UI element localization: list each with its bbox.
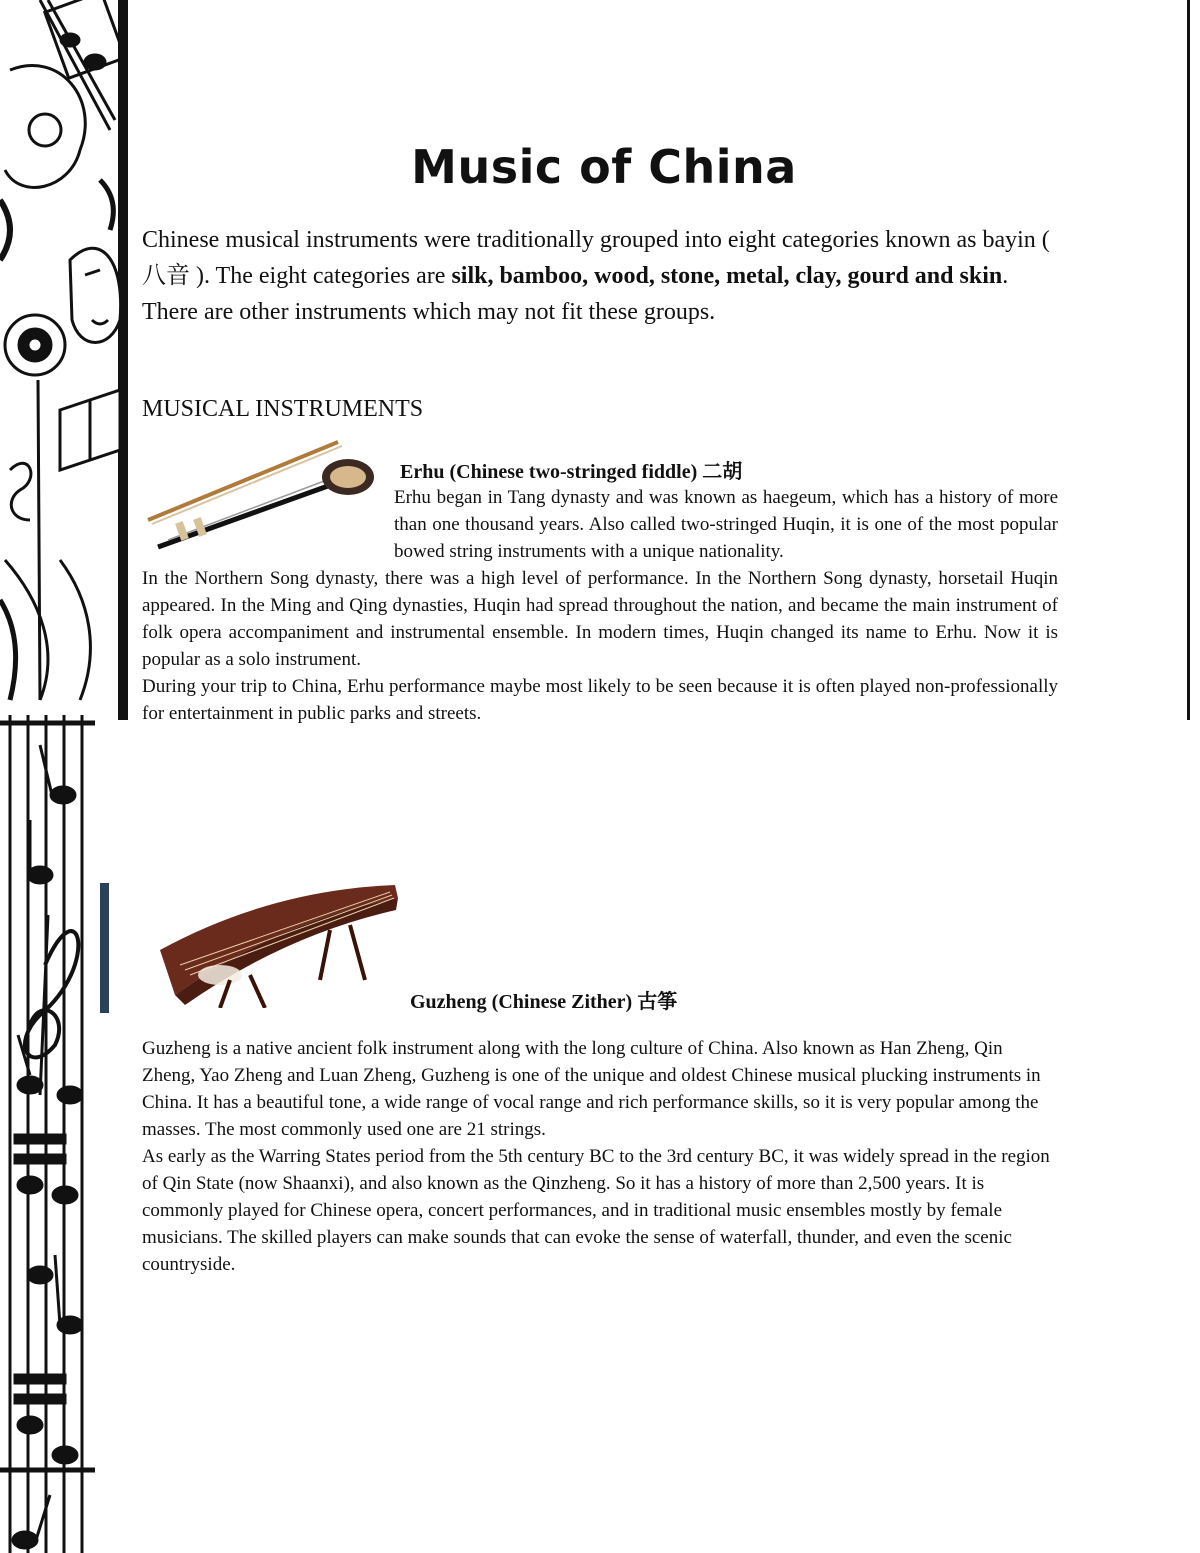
page-right-rule — [1187, 0, 1190, 720]
staff-notes-illustration — [0, 715, 100, 1553]
erhu-paragraph-2: In the Northern Song dynasty, there was a high level of performance. In the Northern Song dynasty, horsetail Huqin appeared. In the Ming and Qing dynasties, Huqin had spread throughout the nation, and became the main instrument of folk opera accompaniment and instrumental ensemble. In modern times, Huqin changed its name to Erhu. Now it is popular as a solo instrument. — [142, 568, 1058, 670]
intro-paragraph — [142, 222, 1062, 330]
section-heading: MUSICAL INSTRUMENTS — [142, 396, 424, 422]
erhu-description — [142, 484, 1058, 727]
guzheng-paragraph-2: As early as the Warring States period from the 5th century BC to the 3rd century BC, it was widely spread in the region of Qin State (now Shaanxi), and also known as the Qinzheng. So it has a history of more than 2,500 years. It is commonly played for Chinese opera, concert performances, and in traditional music ensembles mostly by female musicians. The skilled players can make sounds that can evoke the sense of waterfall, thunder, and even the scenic countryside. — [142, 1146, 1050, 1275]
erhu-heading: Erhu (Chinese two-stringed fiddle) 二胡 — [400, 461, 743, 483]
guzheng-description — [142, 1035, 1057, 1278]
page-title: Music of China — [411, 140, 797, 194]
erhu-paragraph-3: During your trip to China, Erhu performance maybe most likely to be seen because it is often played non-professionally for entertainment in public parks and streets. — [142, 676, 1058, 724]
intro-categories: silk, bamboo, wood, stone, metal, clay, gourd and skin — [451, 263, 1003, 289]
erhu-paragraph-1: Erhu began in Tang dynasty and was known as haegeum, which has a history of more than one thousand years. Also called two-stringed Huqin, it is one of the most popular bowed string instruments with a unique nationality. — [394, 487, 1058, 562]
guzheng-paragraph-1: Guzheng is a native ancient folk instrument along with the long culture of China. Also known as Han Zheng, Qin Zheng, Yao Zheng and Luan Zheng, Guzheng is one of the unique and oldest Chinese musical plucking instruments in China. It has a beautiful tone, a wide range of vocal range and rich performance skills, so it is very popular among the masses. The most commonly used one are 21 strings. — [142, 1038, 1041, 1140]
accent-bar — [100, 883, 109, 1013]
guzheng-heading: Guzheng (Chinese Zither) 古筝 — [410, 991, 678, 1013]
intro-text-1: Chinese musical instruments were traditionally grouped into eight categories known as bayin ( 八音 ). The eight categories are — [142, 227, 1050, 289]
intro-text-2: . There are other instruments which may not fit these groups. — [142, 263, 1009, 325]
guzheng-picture — [150, 880, 400, 1008]
instrument-collage-border — [0, 0, 130, 720]
